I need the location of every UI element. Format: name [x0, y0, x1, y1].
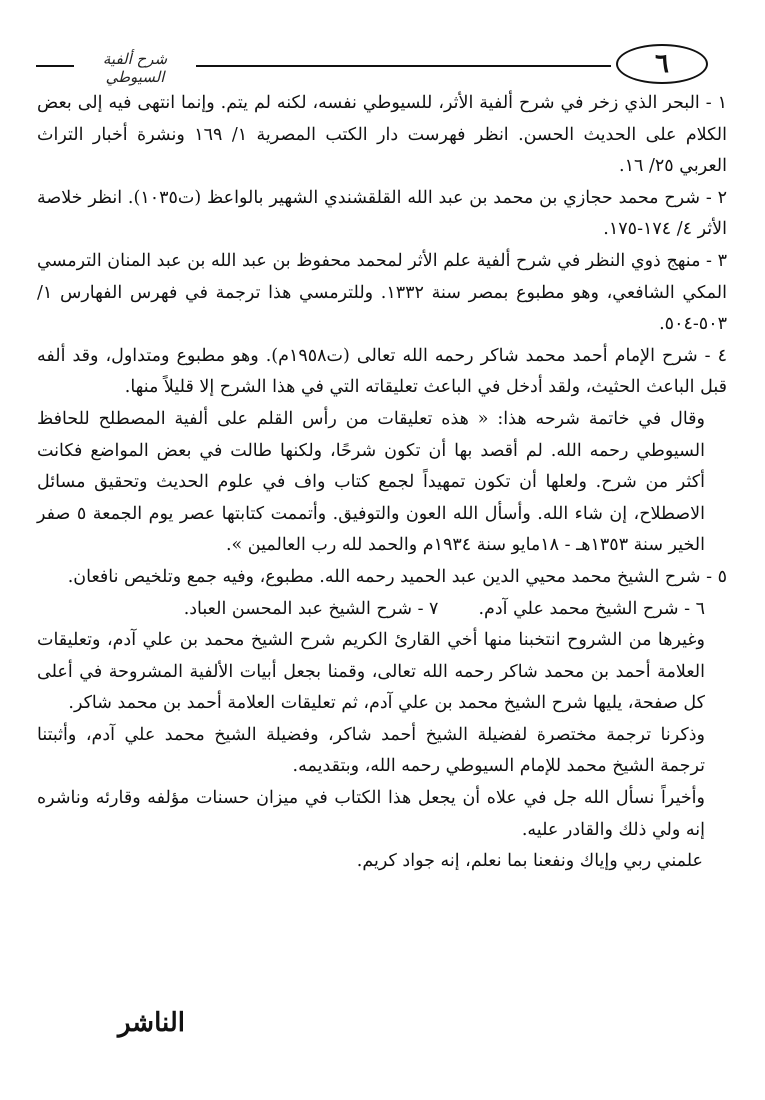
- paragraph-prayer: وأخيراً نسأل الله جل في علاه أن يجعل هذا الكتاب في ميزان حسنات مؤلفه وقارئه وناشره إنه ولي ذلك والقادر عليه.: [37, 788, 705, 840]
- publisher-signature: الناشر: [117, 1008, 185, 1038]
- paragraph-item-4: ٤ - شرح الإمام أحمد محمد شاكر رحمه الله تعالى (ت١٩٥٨م). وهو مطبوع ومتداول، وقد ألفه قبل الباعث الحثيث، ولقد أدخل في الباعث تعليقاته التي في هذا الشرح إلا قليلاً منها.: [37, 345, 727, 398]
- page-number: ٦: [655, 49, 669, 79]
- paragraph-biographies: وذكرنا ترجمة مختصرة لفضيلة الشيخ أحمد شاكر، وفضيلة الشيخ محمد علي آدم، وأثبتنا ترجمة الشيخ محمد للإمام السيوطي رحمه الله، وبتقديمه.: [37, 724, 705, 777]
- paragraph-item-2: ٢ - شرح محمد حجازي بن محمد بن عبد الله القلقشندي الشهير بالواعظ (ت١٠٣٥). انظر خلاصة الأثر ٤/ ١٧٤-١٧٥.: [37, 187, 727, 240]
- paragraph-item-7: ٧ - شرح الشيخ عبد المحسن العباد.: [183, 598, 439, 619]
- paragraph-item-6: ٦ - شرح الشيخ محمد علي آدم.: [478, 598, 705, 619]
- running-title: شرح ألفية السيوطي: [102, 50, 168, 86]
- page-header: [36, 40, 736, 90]
- paragraph-item-3: ٣ - منهج ذوي النظر في شرح ألفية علم الأثر لمحمد محفوظ بن عبد الله بن عبد المنان الترمسي المكي الشافعي، وهو مطبوع بمصر سنة ١٣٣٢. وللترمسي هذا ترجمة في فهرس الفهارس ١/ ٥٠٣-٥٠٤.: [37, 250, 727, 335]
- header-rule-right: [196, 65, 611, 67]
- page-number-badge: [616, 44, 708, 84]
- body-text: [37, 88, 727, 878]
- header-rule-left: [36, 65, 74, 67]
- paragraph-item-5: ٥ - شرح الشيخ محمد محيي الدين عبد الحميد رحمه الله. مطبوع، وفيه جمع وتلخيص نافعان.: [67, 566, 727, 587]
- paragraph-item-1: ١ - البحر الذي زخر في شرح ألفية الأثر، للسيوطي نفسه، لكنه لم يتم. وإنما انتهى فيه إلى بعض الكلام على الحديث الحسن. انظر فهرست دار الكتب المصرية ١/ ١٦٩ ونشرة أخبار التراث العربي ٢٥/ ١٦.: [37, 93, 727, 177]
- paragraph-quote: وقال في خاتمة شرحه هذا: « هذه تعليقات من رأس القلم على ألفية المصطلح للحافظ السيوطي رحمه الله. لم أقصد بها أن تكون شرحًا، ولكنها طالت في بعض المواضع فكانت أكثر من شرح. ولعلها أن تكون تمهيداً لجمع كتاب واف في علوم الحديث وتحقيق مسائل الاصطلاح، إن شاء الله. وأسأل الله العون والتوفيق. وأتممت كتابتها عصر يوم الجمعة ٥ صفر الخير سنة ١٣٥٣هـ - ١٨مايو سنة ١٩٣٤م والحمد لله رب العالمين ».: [37, 408, 706, 556]
- items-6-7-row: [37, 594, 727, 626]
- closing-line: علمني ربي وإياك ونفعنا بما نعلم، إنه جواد كريم.: [356, 851, 703, 872]
- paragraph-selection: وغيرها من الشروح انتخبنا منها أخي القارئ الكريم شرح الشيخ محمد بن علي آدم، وتعليقات العلامة أحمد بن محمد شاكر رحمه الله تعالى، وقمنا بجعل أبيات الألفية المشروحة في أعلى كل صفحة، يليها شرح الشيخ محمد بن علي آدم، ثم تعليقات العلامة أحمد بن محمد شاكر.: [37, 630, 705, 714]
